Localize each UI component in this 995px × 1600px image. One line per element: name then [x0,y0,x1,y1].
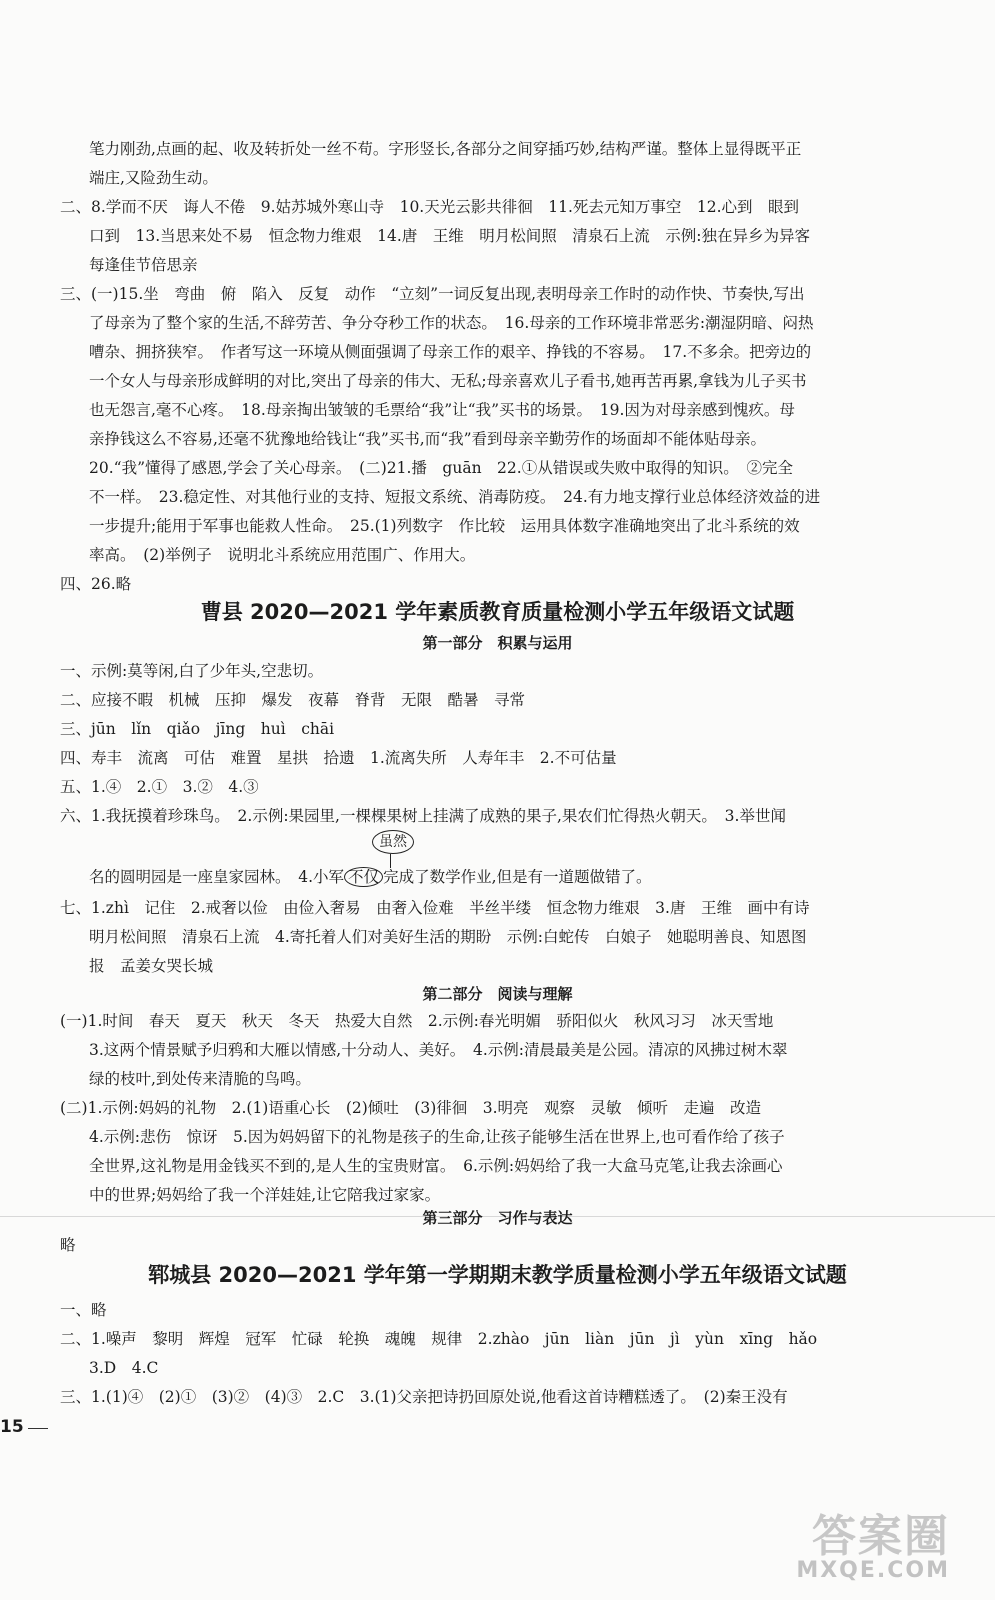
part-heading: 第三部分 习作与表达 [422,1209,573,1227]
text-line: 笔力刚劲,点画的起、收及转折处一丝不苟。字形竖长,各部分之间穿插巧妙,结构严谨。整体上显得既平正 [89,140,802,158]
text-line: 3.这两个情景赋予归鸦和大雁以情感,十分动人、美好。 4.示例:清晨最美是公园。清凉的风拂过树木翠 [89,1041,788,1059]
text-line: 每逢佳节倍思亲 [89,256,198,274]
text-line: 一个女人与母亲形成鲜明的对比,突出了母亲的伟大、无私;母亲喜欢儿子看书,她再苦再累,拿钱为儿子买书 [89,372,807,390]
text-line: 三、(一)15.坐 弯曲 俯 陷入 反复 动作 “立刻”一词反复出现,表明母亲工作时的动作快、节奏快,写出 [60,285,805,303]
text-line: 也无怨言,毫不心疼。 18.母亲掏出皱皱的毛票给“我”让“我”买书的场景。 19.因为对母亲感到愧疚。母 [89,401,795,419]
text-line: 20.“我”懂得了感恩,学会了关心母亲。 (二)21.播 guān 22.①从错误或失败中取得的知识。 ②完全 [89,459,793,477]
text-line: 全世界,这礼物是用金钱买不到的,是人生的宝贵财富。 6.示例:妈妈给了我一大盒马克笔,让我去涂画心 [89,1157,783,1175]
text-line: 四、26.略 [60,575,132,593]
watermark-url: MXQE.COM [796,1558,950,1583]
text-line: 绿的枝叶,到处传来清脆的鸟鸣。 [89,1070,311,1088]
insertion-bubble: 虽然 [372,830,414,854]
text-line: 一、略 [60,1301,107,1319]
text-segment: 完成了数学作业,但是有一道题做错了。 [383,868,652,886]
text-line: (一)1.时间 春天 夏天 秋天 冬天 热爱大自然 2.示例:春光明媚 骄阳似火 秋风习习 冰天雪地 [60,1012,774,1030]
section-title: 郓城县 2020—2021 学年第一学期期末教学质量检测小学五年级语文试题 [148,1263,847,1287]
text-line: 3.D 4.C [89,1359,159,1377]
circled-word: 不仅 [344,867,383,887]
text-line: 三、jūn lǐn qiǎo jīng huì chāi [60,720,335,738]
part-heading: 第二部分 阅读与理解 [422,985,573,1003]
text-line: 率高。 (2)举例子 说明北斗系统应用范围广、作用大。 [89,546,476,564]
watermark [780,1500,970,1595]
text-line: 中的世界;妈妈给了我一个洋娃娃,让它陪我过家家。 [89,1186,441,1204]
text-line: 明月松间照 清泉石上流 4.寄托着人们对美好生活的期盼 示例:白蛇传 白娘子 她聪明善良、知恩图 [89,928,807,946]
text-line: 二、1.噪声 黎明 辉煌 冠军 忙碌 轮换 魂魄 规律 2.zhào jūn liàn jūn jì yùn xīng hǎo [60,1330,818,1348]
text-line: 了母亲为了整个家的生活,不辞劳苦、争分夺秒工作的状态。 16.母亲的工作环境非常恶劣:潮湿阴暗、闷热 [89,314,814,332]
text-line: (二)1.示例:妈妈的礼物 2.(1)语重心长 (2)倾吐 (3)徘徊 3.明亮 观察 灵敏 倾听 走遍 改造 [60,1099,762,1117]
text-line: 七、1.zhì 记住 2.戒奢以俭 由俭入奢易 由奢入俭难 半丝半缕 恒念物力维艰 3.唐 王维 画中有诗 [60,899,810,917]
page-number-rule [28,1428,48,1429]
text-segment: 名的圆明园是一座皇家园林。 4.小军 [89,868,345,886]
text-line: 三、1.(1)④ (2)① (3)② (4)③ 2.C 3.(1)父亲把诗扔回原处说,他看这首诗糟糕透了。 (2)秦王没有 [60,1388,788,1406]
text-line: 报 孟姜女哭长城 [89,957,214,975]
text-line: 六、1.我抚摸着珍珠鸟。 2.示例:果园里,一棵棵果树上挂满了成熟的果子,果农们忙得热火朝天。 3.举世闻 [60,807,786,825]
text-line: 一步提升;能用于军事也能救人性命。 25.(1)列数字 作比较 运用具体数字准确地突出了北斗系统的效 [89,517,800,535]
text-line: 二、8.学而不厌 诲人不倦 9.姑苏城外寒山寺 10.天光云影共徘徊 11.死去元知万事空 12.心到 眼到 [60,198,800,216]
text-line: 口到 13.当思来处不易 恒念物力维艰 14.唐 王维 明月松间照 清泉石上流 示例:独在异乡为异客 [89,227,811,245]
text-line: 一、示例:莫等闲,白了少年头,空悲切。 [60,662,324,680]
text-line: 亲挣钱这么不容易,还毫不犹豫地给钱让“我”买书,而“我”看到母亲辛勤劳作的场面却不能体贴母亲。 [89,430,767,448]
text-line: 4.示例:悲伤 惊讶 5.因为妈妈留下的礼物是孩子的生命,让孩子能够生活在世界上,也可看作给了孩子 [89,1128,785,1146]
text-line: 不一样。 23.稳定性、对其他行业的支持、短报文系统、消毒防疫。 24.有力地支撑行业总体经济效益的进 [89,488,821,506]
text-line: 五、1.④ 2.① 3.② 4.③ [60,778,259,796]
text-line [89,866,652,888]
watermark-logo: 答案圈 [812,1511,950,1562]
part-heading: 第一部分 积累与运用 [422,634,573,652]
text-line: 略 [60,1236,76,1254]
text-line: 嘈杂、拥挤狭窄。 作者写这一环境从侧面强调了母亲工作的艰辛、挣钱的不容易。 17.不多余。把旁边的 [89,343,812,361]
text-line: 二、应接不暇 机械 压抑 爆发 夜幕 脊背 无限 酷暑 寻常 [60,691,526,709]
text-line: 端庄,又险劲生动。 [89,169,218,187]
text-line: 四、寿丰 流离 可估 难置 星拱 拾遗 1.流离失所 人寿年丰 2.不可估量 [60,749,617,767]
section-title: 曹县 2020—2021 学年素质教育质量检测小学五年级语文试题 [200,600,795,624]
page-number: 15 [0,1417,24,1437]
